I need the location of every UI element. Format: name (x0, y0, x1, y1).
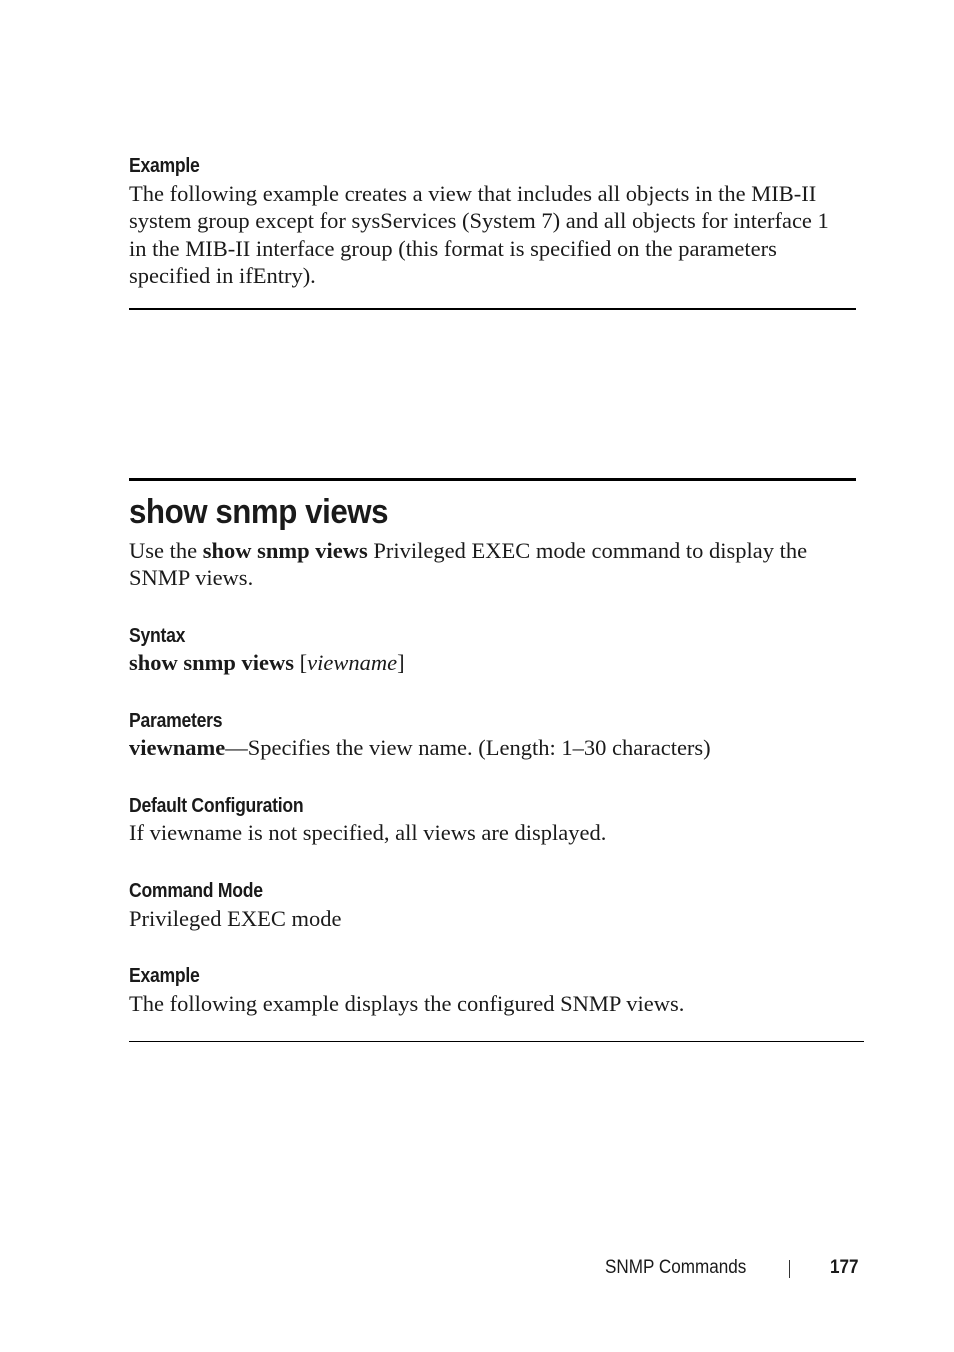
syntax-command: show snmp views (129, 650, 295, 675)
prev-example-heading: Example (129, 155, 200, 177)
example-end-rule (129, 1041, 864, 1042)
parameter-name: viewname (129, 735, 226, 760)
footer-chapter: SNMP Commands (605, 1257, 747, 1278)
prev-section-end-rule (129, 308, 856, 310)
footer-page-number: 177 (830, 1257, 859, 1278)
example-heading: Example (129, 965, 200, 987)
intro-prefix: Use the (129, 538, 203, 563)
intro-line-1 (129, 537, 807, 565)
syntax-close-bracket: ] (397, 650, 405, 675)
parameters-heading: Parameters (129, 710, 223, 732)
default-config-heading: Default Configuration (129, 795, 304, 817)
parameter-line (129, 734, 711, 762)
intro-command: show snmp views (202, 538, 368, 563)
intro-line-2: SNMP views. (129, 565, 254, 590)
example-text: The following example displays the configured SNMP views. (129, 991, 685, 1016)
command-mode-text: Privileged EXEC mode (129, 906, 342, 931)
footer-divider (789, 1260, 790, 1278)
command-mode-heading: Command Mode (129, 880, 263, 902)
intro-suffix: Privileged EXEC mode command to display the (367, 538, 808, 563)
syntax-heading: Syntax (129, 625, 186, 647)
prev-example-line-1: The following example creates a view that includes all objects in the MIB-II (129, 181, 817, 206)
parameter-description: —Specifies the view name. (Length: 1–30 characters) (225, 735, 711, 760)
prev-example-line-2: system group except for sysServices (System 7) and all objects for interface 1 (129, 208, 829, 233)
prev-example-line-3: in the MIB-II interface group (this format is specified on the parameters (129, 236, 777, 261)
section-title: show snmp views (129, 493, 389, 531)
syntax-argument: viewname (307, 650, 398, 675)
section-top-rule (129, 478, 856, 481)
prev-example-line-4: specified in ifEntry). (129, 263, 316, 288)
syntax-line (129, 649, 405, 677)
default-config-text: If viewname is not specified, all views are displayed. (129, 820, 607, 845)
syntax-open-bracket: [ (294, 650, 308, 675)
